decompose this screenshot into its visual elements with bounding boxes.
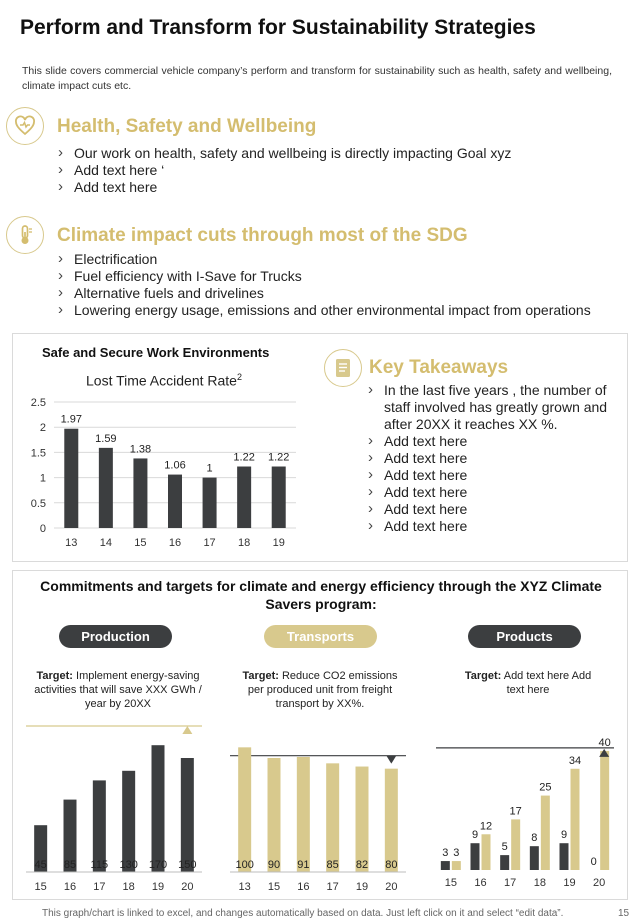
x-tick-label: 15 [34,881,47,893]
safe-chart-subtitle [86,372,242,389]
y-tick-label: 2.5 [30,397,46,409]
data-label: 17 [509,805,522,818]
bar [99,448,113,528]
data-label: 0 [590,856,597,868]
list-item: › Alternative fuels and drivelines [58,285,591,302]
target-text: Implement energy-saving activities that will save XXX GWh / year by 20XX [34,670,202,710]
data-label: 1.97 [60,413,82,426]
list-item: › Lowering energy usage, emissions and other environmental impact from operations [58,302,591,319]
data-label: 1.06 [164,459,186,472]
list-item: › Add text here [368,467,614,484]
data-label: 100 [235,859,254,871]
x-tick-label: 20 [593,877,606,889]
bar [571,769,580,870]
x-tick-label: 14 [99,537,112,549]
products-target [458,669,598,697]
data-label: 90 [267,859,281,871]
data-label: 12 [479,820,493,833]
x-tick-label: 16 [63,881,77,893]
data-label: 9 [560,829,568,842]
target-label: Target: [36,670,73,682]
x-tick-label: 17 [504,877,517,889]
document-icon [324,349,362,387]
x-tick-label: 18 [533,877,546,889]
bar [471,843,480,870]
products-chart [434,715,618,896]
transports-pill: Transports [264,625,377,648]
bar [511,819,520,870]
transports-chart [226,720,410,896]
x-tick-label: 15 [134,537,147,549]
data-label: 85 [326,859,339,871]
data-label: 5 [501,841,508,854]
page-number: 15 [618,908,630,919]
safe-chart-heading: Safe and Secure Work Environments [42,345,270,360]
x-tick-label: 20 [181,881,194,893]
data-label: 1.59 [95,432,117,445]
target-label: Target: [464,670,502,682]
target-text: Add text here Add text here [501,670,592,696]
bar [237,467,251,528]
x-tick-label: 13 [238,881,251,893]
x-tick-label: 19 [151,881,165,893]
data-label: 170 [148,859,168,871]
x-tick-label: 17 [93,881,106,893]
production-chart [22,720,206,896]
data-label: 1.22 [268,451,290,464]
x-tick-label: 13 [65,537,78,549]
list-item: › Add text here [368,433,614,450]
x-tick-label: 17 [203,537,216,549]
y-tick-label: 0 [39,523,46,535]
list-item: › Our work on health, safety and wellbeing is directly impacting Goal xyz [58,145,511,162]
y-tick-label: 2 [39,422,46,435]
data-label: 150 [178,859,197,871]
bar [326,763,339,872]
bar [500,855,509,870]
page-title: Perform and Transform for Sustainability Strategies [20,16,536,39]
data-label: 85 [63,859,77,871]
data-label: 40 [598,736,611,749]
data-label: 115 [90,859,109,871]
bar [168,475,182,528]
list-item: › Add text here [368,501,614,518]
bar [600,751,609,870]
climate-bullets [58,251,591,319]
data-label: 3 [453,847,460,860]
target-marker [182,726,192,734]
bar [385,769,398,872]
climate-heading: Climate impact cuts through most of the SDG [57,225,468,246]
list-item: › Electrification [58,251,591,268]
production-target [32,669,204,711]
safe-chart-subtitle-text: Lost Time Accident Rate [86,372,237,389]
bar [181,758,194,872]
data-label: 3 [442,847,449,860]
data-label: 130 [119,859,138,871]
data-label: 80 [385,859,398,871]
bar [560,843,569,870]
bar [441,861,450,870]
data-label: 1.22 [233,451,255,464]
transports-target [234,669,406,711]
bar [541,796,550,870]
bar [530,846,539,870]
target-label: Target: [242,670,279,682]
list-item: › Add text here ‘ [58,162,511,179]
data-label: 45 [34,859,47,871]
list-item: › Fuel efficiency with I-Save for Trucks [58,268,591,285]
production-pill: Production [59,625,172,648]
bar [356,767,369,872]
bar [122,771,135,872]
health-heading: Health, Safety and Wellbeing [57,116,317,137]
bar [238,747,251,872]
x-tick-label: 16 [297,881,310,893]
x-tick-label: 18 [122,881,135,893]
data-label: 1.38 [129,443,152,456]
thermometer-icon [6,216,44,254]
data-label: 82 [355,859,369,871]
data-label: 34 [568,754,582,767]
x-tick-label: 19 [272,537,285,549]
commitments-heading: Commitments and targets for climate and energy efficiency through the XYZ Climate Savers program: [40,578,602,612]
bar [297,757,310,872]
y-tick-label: 0.5 [30,497,46,510]
footer-note: This graph/chart is linked to excel, and changes automatically based on data. Just left click on it and select “edit data”. [42,908,564,919]
x-tick-label: 20 [385,881,398,893]
x-tick-label: 15 [267,881,281,893]
target-text: Reduce CO2 emissions per produced unit from freight transport by XX%. [247,670,398,710]
x-tick-label: 15 [444,877,457,889]
list-item: › Add text here [368,518,614,535]
y-tick-label: 1.5 [30,447,46,460]
data-label: 1 [206,462,213,475]
data-label: 8 [531,832,538,845]
data-label: 9 [471,829,479,842]
x-tick-label: 19 [355,881,369,893]
bar [482,834,491,870]
data-label: 91 [297,859,310,871]
x-tick-label: 16 [474,877,487,889]
x-tick-label: 17 [326,881,339,893]
list-item: › In the last five years , the number of staff involved has greatly grown and after 20XX it reaches XX %. [368,382,614,433]
health-bullets [58,145,511,196]
list-item: › Add text here [368,450,614,467]
heart-hand-icon [6,107,44,145]
x-tick-label: 19 [563,877,576,889]
list-item: › Add text here [368,484,614,501]
bar [133,458,147,528]
safe-chart-subtitle-sup: 2 [236,372,242,382]
list-item: › Add text here [58,179,511,196]
x-tick-label: 18 [238,537,251,549]
intro-text: This slide covers commercial vehicle company’s perform and transform for sustainability such as health, safety and wellbeing, climate impact cuts etc. [22,65,612,92]
key-takeaways-heading: Key Takeaways [369,357,509,378]
data-label: 25 [539,781,552,794]
target-marker [386,756,396,764]
accident-rate-chart [20,393,310,555]
bar [272,467,286,528]
bar [203,478,217,528]
bar [64,429,78,528]
y-tick-label: 1 [39,472,46,485]
bar [152,745,165,872]
bar [452,861,461,870]
key-takeaways-list [368,382,614,535]
products-pill: Products [468,625,581,648]
x-tick-label: 16 [168,537,182,549]
bar [268,758,281,872]
